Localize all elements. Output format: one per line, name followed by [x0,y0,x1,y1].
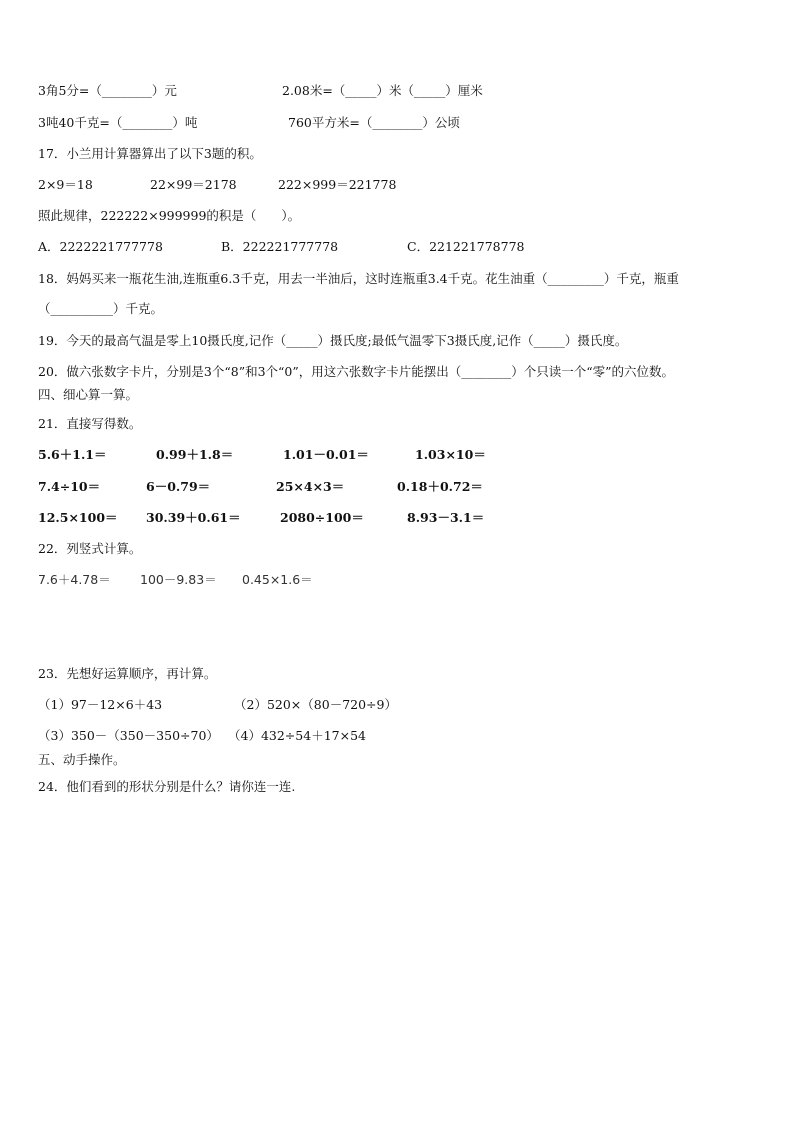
question-18-line-1: 18．妈妈买来一瓶花生油,连瓶重6.3千克，用去一半油后，这时连瓶重3.4千克。花生油重（_________）千克，瓶重 [38,271,679,286]
calc-r2c4: 0.18＋0.72＝ [397,479,483,494]
question-22-expr-3: 0.45×1.6＝ [242,572,313,587]
question-22-expr-1: 7.6＋4.78＝ [38,572,111,587]
question-22: 22．列竖式计算。 [38,541,142,556]
question-22-expr-2: 100－9.83＝ [140,572,217,587]
unit-conversion-1b: 2.08米=（_____）米（_____）厘米 [282,83,483,98]
question-18-line-2: （__________）千克。 [38,301,164,316]
question-23-item-4: （4）432÷54＋17×54 [228,728,366,743]
calc-r3c3: 2080÷100＝ [280,510,364,525]
calc-r1c1: 5.6＋1.1＝ [38,447,107,462]
section-4-heading: 四、细心算一算。 [38,387,139,402]
question-19: 19．今天的最高气温是零上10摄氏度,记作（_____）摄氏度;最低气温零下3摄氏度,记作（_____）摄氏度。 [38,333,628,348]
question-24: 24．他们看到的形状分别是什么？请你连一连. [38,779,296,794]
question-17-option-a: A．2222221777778 [38,239,163,254]
question-23: 23．先想好运算顺序，再计算。 [38,666,217,681]
question-23-item-3: （3）350－（350－350÷70） [38,728,219,743]
question-17-rule: 照此规律，222222×999999的积是（ ）。 [38,208,301,223]
question-23-item-2: （2）520×（80－720÷9） [234,697,397,712]
question-21: 21．直接写得数。 [38,416,142,431]
calc-r3c4: 8.93－3.1＝ [407,510,485,525]
calc-r1c2: 0.99＋1.8＝ [156,447,234,462]
question-17-example-1: 2×9＝18 [38,177,93,192]
question-17-example-3: 222×999＝221778 [278,177,397,192]
section-5-heading: 五、动手操作。 [38,752,126,767]
unit-conversion-2a: 3吨40千克=（________）吨 [38,115,198,130]
question-20: 20．做六张数字卡片，分别是3个“8”和3个“0”，用这六张数字卡片能摆出（________）个只读一个“零”的六位数。 [38,364,675,379]
question-17: 17．小兰用计算器算出了以下3题的积。 [38,146,262,161]
question-23-item-1: （1）97－12×6＋43 [38,697,163,712]
calc-r2c1: 7.4÷10＝ [38,479,101,494]
unit-conversion-2b: 760平方米=（________）公顷 [288,115,460,130]
unit-conversion-1a: 3角5分=（________）元 [38,83,177,98]
calc-r2c3: 25×4×3＝ [276,479,345,494]
calc-r1c4: 1.03×10＝ [415,447,486,462]
question-17-option-b: B．222221777778 [221,239,339,254]
calc-r3c2: 30.39＋0.61＝ [146,510,241,525]
calc-r1c3: 1.01－0.01＝ [283,447,369,462]
calc-r2c2: 6－0.79＝ [146,479,211,494]
calc-r3c1: 12.5×100＝ [38,510,118,525]
question-17-example-2: 22×99＝2178 [150,177,237,192]
question-17-option-c: C．221221778778 [407,239,525,254]
